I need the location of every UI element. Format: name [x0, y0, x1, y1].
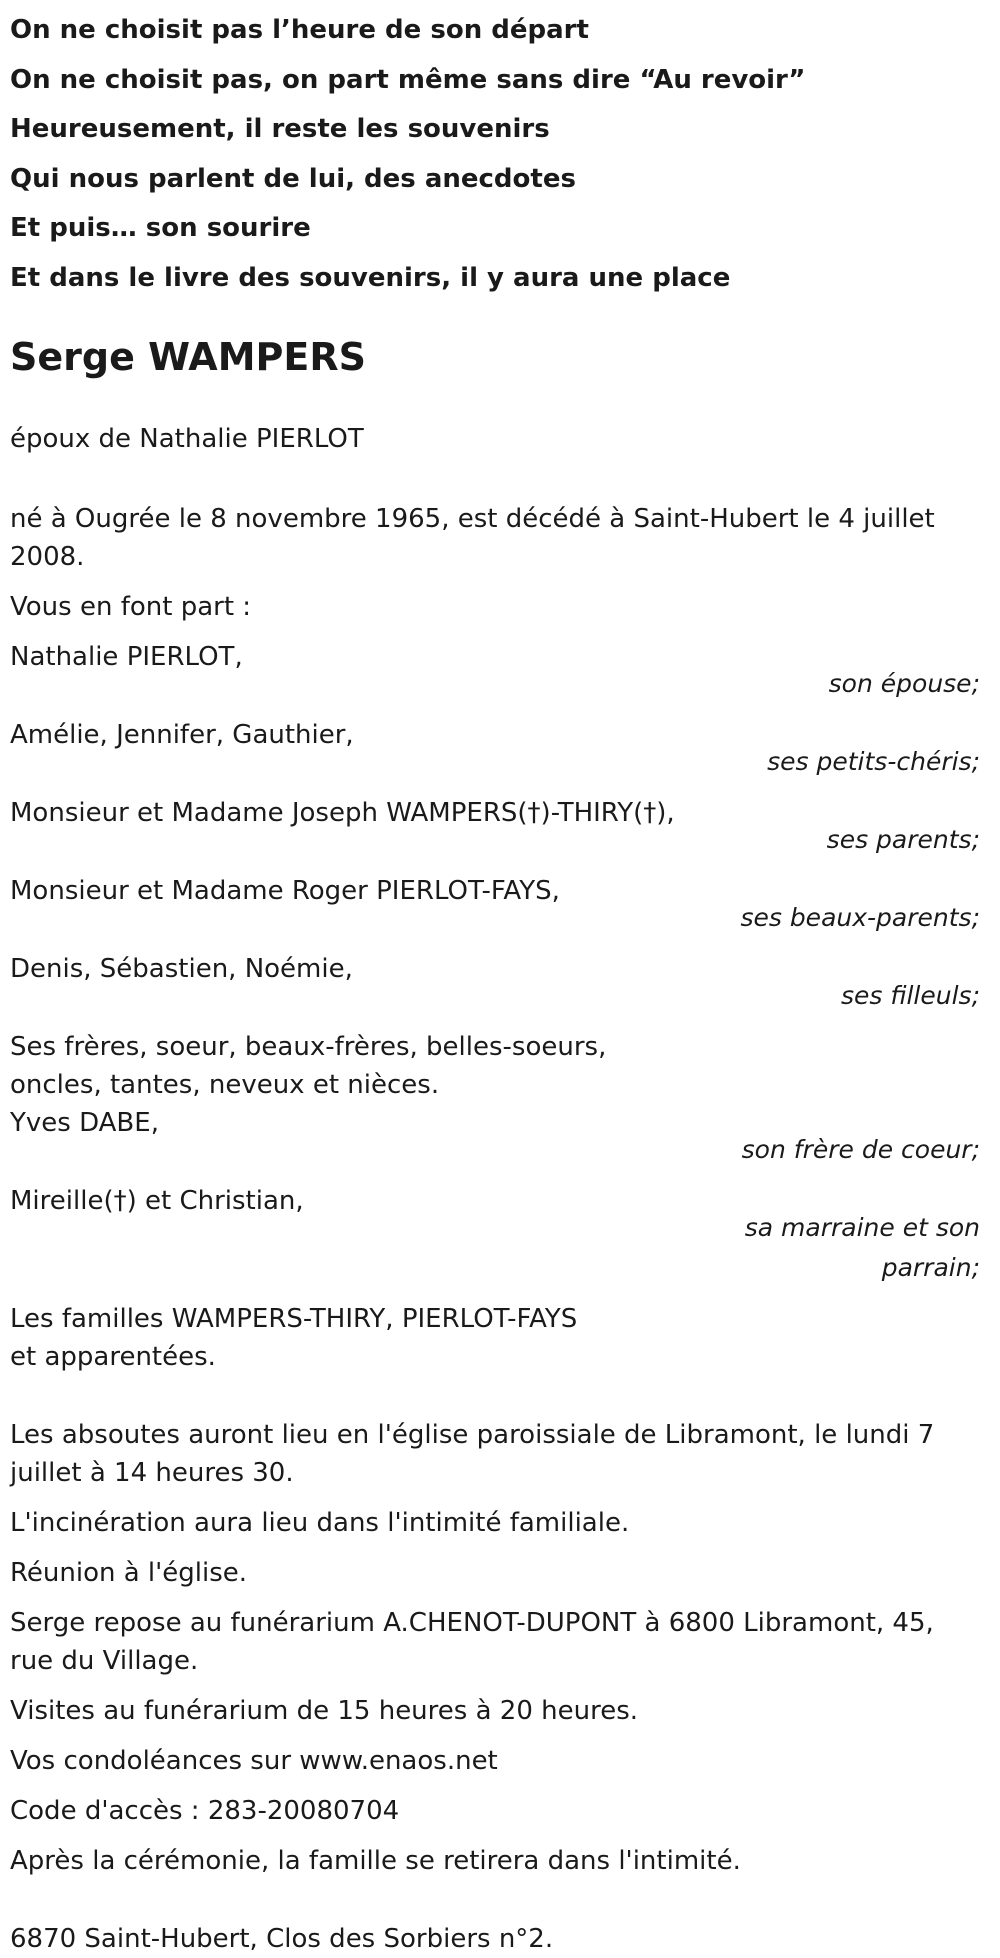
relationship: ses petits-chéris;: [767, 746, 980, 776]
relationship-line: parrain;: [881, 1252, 980, 1282]
family-member: Monsieur et Madame Roger PIERLOT-FAYS,: [10, 875, 560, 906]
relationship: ses filleuls;: [840, 980, 980, 1010]
cremation-text: L'incinération aura lieu dans l'intimité familiale.: [10, 1507, 630, 1538]
family-member: Amélie, Jennifer, Gauthier,: [10, 719, 354, 750]
siblings-line: Ses frères, soeur, beaux-frères, belles-soeurs,: [10, 1031, 607, 1062]
family-member: Monsieur et Madame Joseph WAMPERS(†)-THIRY(†),: [10, 797, 675, 828]
poem-line: On ne choisit pas, on part même sans dire “Au revoir”: [10, 64, 806, 95]
family-member: Denis, Sébastien, Noémie,: [10, 953, 353, 984]
meeting-text: Réunion à l'église.: [10, 1557, 248, 1588]
poem-line: On ne choisit pas l’heure de son départ: [10, 15, 589, 45]
deceased-name: Serge WAMPERS: [10, 334, 366, 379]
siblings-block: [10, 1028, 980, 1170]
condolences-text: Vos condoléances sur www.enaos.net: [10, 1745, 498, 1776]
poem-line: Heureusement, il reste les souvenirs: [10, 114, 550, 145]
relationship: [10, 1208, 980, 1288]
families-line: Les familles WAMPERS-THIRY, PIERLOT-FAYS: [10, 1303, 578, 1334]
spouse-line: époux de Nathalie PIERLOT: [10, 423, 364, 454]
funeral-home-text: Serge repose au funérarium A.CHENOT-DUPONT à 6800 Libramont, 45, rue du Village.: [10, 1607, 934, 1676]
family-row: [10, 794, 980, 860]
relationship: son épouse;: [828, 668, 980, 698]
relationship: son frère de coeur;: [741, 1134, 980, 1164]
poem-line: Et puis… son sourire: [10, 213, 311, 244]
family-member: Mireille(†) et Christian,: [10, 1185, 304, 1216]
families-block: [10, 1300, 980, 1376]
relationship: ses parents;: [826, 824, 980, 854]
family-row: [10, 638, 980, 704]
access-code-text: Code d'accès : 283-20080704: [10, 1795, 400, 1826]
relationship-line: sa marraine et son: [744, 1212, 980, 1242]
after-ceremony-text: Après la cérémonie, la famille se retirera dans l'intimité.: [10, 1845, 741, 1876]
address-text: 6870 Saint-Hubert, Clos des Sorbiers n°2.: [10, 1923, 554, 1954]
announce-intro: Vous en font part :: [10, 591, 252, 622]
relationship: ses beaux-parents;: [740, 902, 980, 932]
visits-text: Visites au funérarium de 15 heures à 20 heures.: [10, 1695, 639, 1726]
family-row: [10, 872, 980, 938]
family-member: Yves DABE,: [10, 1107, 159, 1138]
family-row: [10, 716, 980, 782]
family-member: Nathalie PIERLOT,: [10, 641, 243, 672]
poem-line: Qui nous parlent de lui, des anecdotes: [10, 163, 576, 194]
poem-line: Et dans le livre des souvenirs, il y aura une place: [10, 262, 731, 293]
poem: [10, 6, 980, 304]
family-row: [10, 1182, 980, 1288]
ceremony-text: Les absoutes auront lieu en l'église paroissiale de Libramont, le lundi 7 juillet à 14 heures 30.: [10, 1419, 935, 1488]
families-line: et apparentées.: [10, 1341, 216, 1372]
siblings-line: oncles, tantes, neveux et nièces.: [10, 1069, 440, 1100]
family-row: [10, 950, 980, 1016]
birth-death-text: né à Ougrée le 8 novembre 1965, est décédé à Saint-Hubert le 4 juillet 2008.: [10, 503, 935, 572]
